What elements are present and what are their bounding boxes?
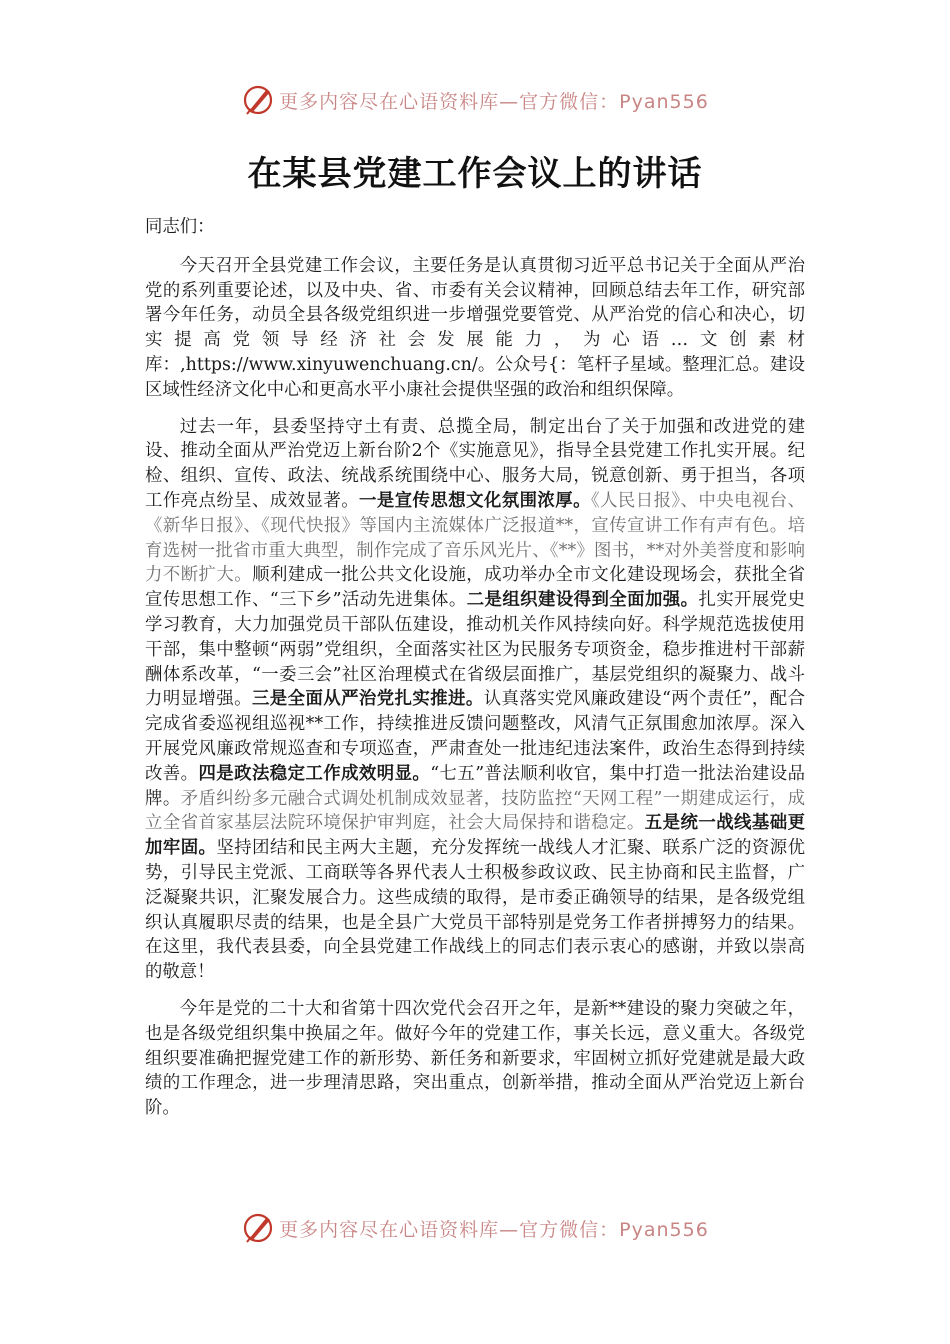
paragraph-2-text-1-grey: 《人民日报》、中央电视台、《新华日报》、《现代快报》等国内主流媒体广泛报道**，宣传宣讲工作有声有色。培育选树一批省市重大典型，制作完成了音乐风光片、《**》图书，**对外美誉度和影响力不断扩大。 xyxy=(145,490,805,586)
paragraph-2-text-5: 坚持团结和民主两大主题，充分发挥统一战线人才汇聚、联系广泛的资源优势，引导民主党派、工商联等各界代表人士积极参政议政、民主协商和民主监督，广泛凝聚共识，汇聚发展合力。这些成绩的取得，是市委正确领导的结果，是各级党组织认真履职尽责的结果，也是全县广大党员干部特别是党务工作者拼搏努力的结果。在这里，我代表县委，向全县党建工作战线上的同志们表示衷心的感谢，并致以崇高的敬意！ xyxy=(145,838,805,983)
paragraph-1: 今天召开全县党建工作会议，主要任务是认真贯彻习近平总书记关于全面从严治党的系列重要论述，以及中央、省、市委有关会议精神，回顾总结去年工作，研究部署今年任务，动员全县各级党组织进一步增强党要管党、从严治党的信心和决心，切实提高党领导经济社会发展能力，为心语…文创素材库：,https://www.xinyuwenchuang.cn/。公众号{：笔杆子星域。整理汇总。建设区域性经济文化中心和更高水平小康社会提供坚强的政治和组织保障。 xyxy=(145,255,805,400)
paragraph-3: 今年是党的二十大和省第十四次党代会召开之年，是新**建设的聚力突破之年，也是各级党组织集中换届之年。做好今年的党建工作，事关长远，意义重大。各级党组织要准确把握党建工作的新形势、新任务和新要求，牢固树立抓好党建就是最大政绩的工作理念，进一步理清思路，突出重点，创新举措，推动全面从严治党迈上新台阶。 xyxy=(145,998,805,1119)
pen-quill-logo-icon xyxy=(241,1211,275,1245)
paragraph-2-text-3: 认真落实党风廉政建设“两个责任”，配合完成省委巡视组巡视**工作，持续推进反馈问题整改，风清气正氛围愈加浓厚。深入开展党风廉政常规巡查和专项巡查，严肃查处一批违纪违法案件，政治生态得到持续改善。 xyxy=(145,689,805,784)
footer-banner-text: 更多内容尽在心语资料库—官方微信：Pyan556 xyxy=(279,1218,709,1241)
heading-3: 三是全面从严治党扎实推进。 xyxy=(251,689,484,710)
paragraph-2-text-2: 扎实开展党史学习教育，大力加强党员干部队伍建设，推动机关作风持续向好。科学规范选拔使用干部，集中整顿“两弱”党组织，全面落实社区为民服务专项资金，稳步推进村干部薪酬体系改革，“一委三会”社区治理模式在省级层面推广，基层党组织的凝聚力、战斗力明显增强。 xyxy=(145,590,805,710)
salutation: 同志们： xyxy=(145,217,215,237)
header-banner xyxy=(0,80,950,120)
heading-4: 四是政法稳定工作成效明显。 xyxy=(198,763,431,784)
document-title: 在某县党建工作会议上的讲话 xyxy=(247,154,703,194)
paragraph-2-text-1: 顺利建成一批公共文化设施，成功举办全市文化建设现场会，获批全省宣传思想工作、“三下乡”活动先进集体。 xyxy=(145,565,805,611)
paragraph-2-intro: 过去一年，县委坚持守土有责、总揽全局，制定出台了关于加强和改进党的建设、推动全面从严治党迈上新台阶2个《实施意见》，指导全县党建工作扎实开展。纪检、组织、宣传、政法、统战系统围绕中心、服务大局，锐意创新、勇于担当，各项工作亮点纷呈、成效显著。 xyxy=(145,416,805,511)
heading-1: 一是宣传思想文化氛围浓厚。 xyxy=(359,490,591,511)
paragraph-2-text-4: “七五”普法顺利收官，集中打造一批法治建设品牌。 xyxy=(145,763,805,809)
footer-banner xyxy=(0,1208,950,1248)
document-body xyxy=(145,215,805,1133)
paragraph-2-text-4-grey: 矛盾纠纷多元融合式调处机制成效显著，技防监控“天网工程”一期建成运行，成立全省首家基层法院环境保护审判庭，社会大局保持和谐稳定。 xyxy=(145,788,805,834)
heading-2: 二是组织建设得到全面加强。 xyxy=(466,590,699,611)
paragraph-2 xyxy=(145,415,805,985)
pen-quill-logo-icon xyxy=(241,83,275,117)
banner-text: 更多内容尽在心语资料库—官方微信：Pyan556 xyxy=(279,90,709,113)
heading-5: 五是统一战线基础更加牢固。 xyxy=(145,813,805,859)
